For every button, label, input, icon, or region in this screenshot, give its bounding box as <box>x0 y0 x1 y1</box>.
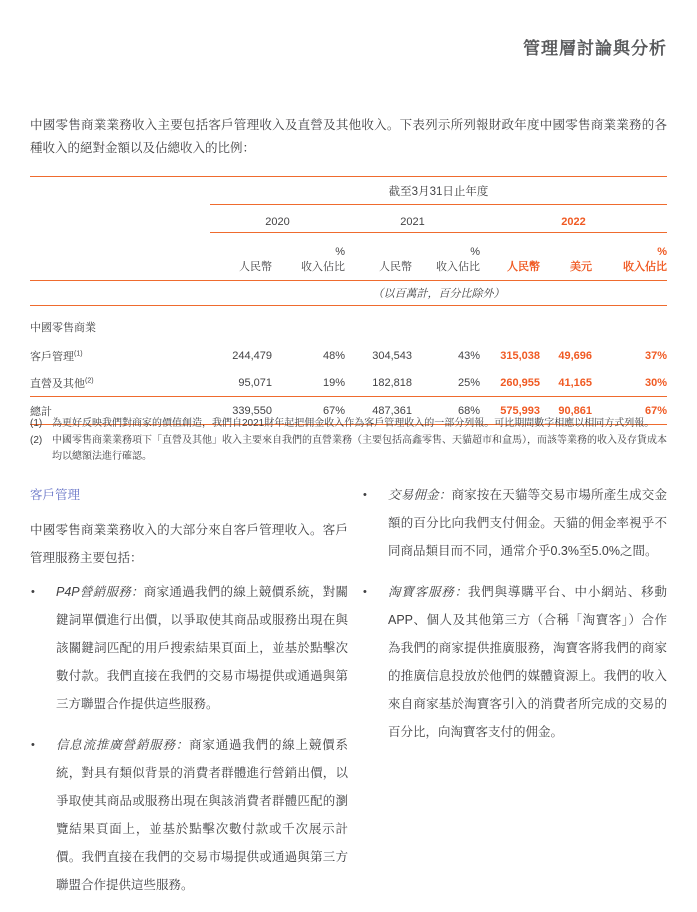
row-label-text: 直營及其他 <box>30 377 85 390</box>
row-label-text: 客戶管理 <box>30 350 74 363</box>
revenue-table <box>30 176 667 425</box>
bullet-icon: • <box>31 586 35 598</box>
section-heading-customer-management: 客戶管理 <box>30 488 81 502</box>
cell-2020-pct: 19% <box>322 376 345 389</box>
footnote-marker: (1) <box>30 418 43 429</box>
footnote-2 <box>30 433 667 465</box>
year-2022: 2022 <box>480 205 667 233</box>
cell-2022-usd: 49,696 <box>558 349 592 362</box>
cell-2020-rmb: 244,479 <box>232 349 272 362</box>
pct-symbol: % <box>657 246 668 258</box>
bullet-text: 商家通過我們的線上競價系統，對具有類似背景的消費者群體進行營銷出價，以爭取使其商品或服務出現在與該消費者群體匹配的瀏覽結果頁面上，並基於點擊次數付款或千次展示計價。我們直接在我們的交易市場提供或通過與第三方聯盟合作提供這些服務。 <box>56 738 348 892</box>
intro-paragraph: 中國零售商業業務收入主要包括客戶管理收入及直營及其他收入。下表列示所列報財政年度中國零售商業業務的各種收入的絕對金額以及佔總收入的比例： <box>30 118 667 155</box>
total-2020-rmb: 339,550 <box>210 397 272 425</box>
cell-2021-rmb: 304,543 <box>372 349 412 362</box>
pct-symbol: % <box>470 246 480 258</box>
bullet-commission <box>362 481 667 565</box>
table-row-section <box>30 306 667 343</box>
col-header-2021-rmb: 人民幣 <box>345 233 412 281</box>
total-2021-rmb: 487,361 <box>345 397 412 425</box>
col-header-2022-pct <box>592 233 667 281</box>
customer-management-paragraph: 中國零售商業業務收入的大部分來自客戶管理收入。客戶管理服務主要包括： <box>30 523 348 565</box>
cell-2022-pct: 30% <box>645 376 668 389</box>
cell-2022-rmb: 315,038 <box>500 349 540 362</box>
pct-label: 收入佔比 <box>623 261 668 273</box>
right-column <box>362 481 667 912</box>
footnotes <box>30 416 667 466</box>
table-row-years <box>30 205 667 233</box>
footnote-1 <box>30 416 667 432</box>
footnote-marker: (2) <box>85 376 94 384</box>
footnote-text: 中國零售商業業務項下「直營及其他」收入主要來自我們的直營業務（主要包括高鑫零售、天貓超市和盒馬），而該等業務的收入及存貨成本均以總額法進行確認。 <box>52 435 667 462</box>
stub-cell <box>30 177 210 205</box>
unit-note: （以百萬計，百分比除外） <box>210 281 667 306</box>
left-column <box>30 481 348 912</box>
bullet-icon: • <box>31 739 35 751</box>
bullet-feed-marketing <box>30 731 348 899</box>
cell-2021-pct: 43% <box>457 349 480 362</box>
bullet-lead: 交易佣金： <box>388 488 452 502</box>
table-row-direct-sales <box>30 369 667 397</box>
pct-label: 收入佔比 <box>436 261 480 273</box>
footnote-marker: (1) <box>74 349 83 357</box>
bullet-text: 商家按在天貓等交易市場所產生成交金額的百分比向我們支付佣金。天貓的佣金率視乎不同商品類目而不同，通常介乎0.3%至5.0%之間。 <box>388 488 667 558</box>
bullet-lead: 淘寶客服務： <box>388 585 468 599</box>
page-title: 管理層討論與分析 <box>523 39 667 58</box>
pct-symbol: % <box>335 246 345 258</box>
col-header-2022-rmb: 人民幣 <box>480 233 540 281</box>
period-header: 截至3月31日止年度 <box>210 177 667 205</box>
year-2021: 2021 <box>345 205 480 233</box>
row-label <box>30 369 210 397</box>
total-2021-pct: 68% <box>412 397 480 425</box>
table-row-customer-management <box>30 342 667 369</box>
cell-2021-pct: 25% <box>457 376 480 389</box>
bullet-taobaoke <box>362 578 667 746</box>
pct-label: 收入佔比 <box>301 261 345 273</box>
col-header-2021-pct <box>412 233 480 281</box>
bullet-p4p-marketing <box>30 578 348 718</box>
year-2020: 2020 <box>210 205 345 233</box>
footnote-text: 為更好反映我們對商家的價值創造，我們自2021財年起把佣金收入作為客戶管理收入的一部分列報。可比期間數字相應以相同方式列報。 <box>52 418 655 429</box>
table-row-column-headers <box>30 233 667 281</box>
table-row-period <box>30 177 667 205</box>
stub-cell <box>30 233 210 281</box>
stub-cell <box>30 281 210 306</box>
stub-cell <box>30 205 210 233</box>
cell-2022-usd: 41,165 <box>558 376 592 389</box>
bullet-lead: 信息流推廣營銷服務： <box>56 738 190 752</box>
col-header-2020-pct <box>272 233 345 281</box>
two-column-body <box>30 481 667 912</box>
bullet-lead: P4P營銷服務： <box>56 585 144 599</box>
cell-2020-rmb: 95,071 <box>238 376 272 389</box>
total-2022-pct: 67% <box>592 397 667 425</box>
cell-2022-pct: 37% <box>645 349 668 362</box>
bullet-text: 我們與導購平台、中小網站、移動APP、個人及其他第三方（合稱「淘寶客」）合作為我們的商家提供推廣服務，淘寶客將我們的商家的推廣信息投放於他們的媒體資源上。我們的收入來自商家基於淘寶客引入的消費者所完成的交易的百分比，向淘寶客支付的佣金。 <box>388 585 667 739</box>
bullet-icon: • <box>363 586 367 598</box>
total-label: 總計 <box>30 397 210 425</box>
total-2022-rmb: 575,993 <box>480 397 540 425</box>
cell-2020-pct: 48% <box>322 349 345 362</box>
total-2020-pct: 67% <box>272 397 345 425</box>
bullet-text: 商家通過我們的線上競價系統，對關鍵詞單價進行出價，以爭取使其商品或服務出現在與該關鍵詞匹配的用戶搜索結果頁面上，並基於點擊次數付款。我們直接在我們的交易市場提供或通過與第三方聯盟合作提供這些服務。 <box>56 585 348 711</box>
col-header-2020-rmb: 人民幣 <box>210 233 272 281</box>
bullet-icon: • <box>363 489 367 501</box>
section-label: 中國零售商業 <box>30 322 96 334</box>
cell-2022-rmb: 260,955 <box>500 376 540 389</box>
row-label <box>30 342 210 369</box>
footnote-marker: (2) <box>30 435 43 446</box>
table-row-unit-note <box>30 281 667 306</box>
cell-2021-rmb: 182,818 <box>372 376 412 389</box>
total-2022-usd: 90,861 <box>540 397 592 425</box>
col-header-2022-usd: 美元 <box>540 233 592 281</box>
